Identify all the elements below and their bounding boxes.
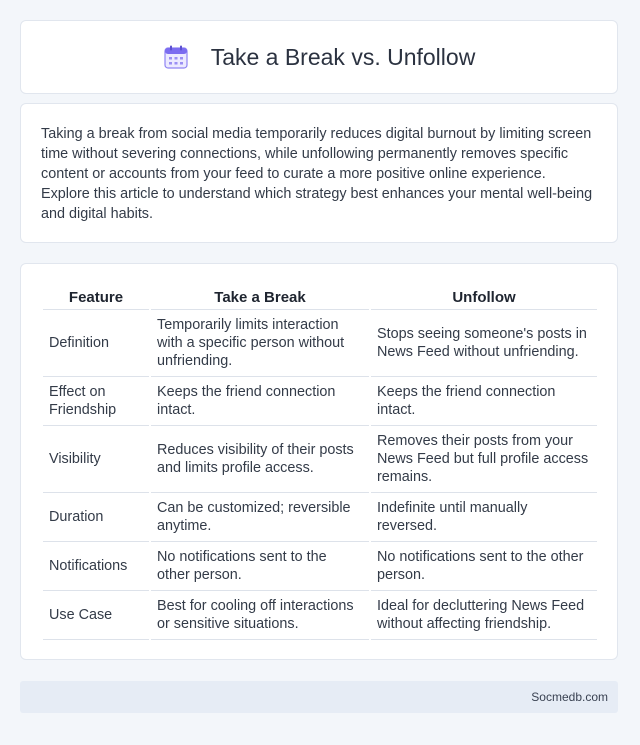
table-header-row bbox=[43, 284, 597, 310]
table-cell-feature: Visibility bbox=[43, 426, 149, 493]
table-cell-take-a-break: Can be customized; reversible anytime. bbox=[151, 493, 369, 542]
table-cell-take-a-break: Keeps the friend connection intact. bbox=[151, 377, 369, 426]
table-cell-feature: Effect on Friendship bbox=[43, 377, 149, 426]
footer-site-name[interactable]: Socmedb.com bbox=[531, 690, 608, 704]
calendar-icon bbox=[163, 44, 189, 70]
table-row bbox=[43, 542, 597, 591]
table-cell-unfollow: Keeps the friend connection intact. bbox=[371, 377, 597, 426]
table-cell-unfollow: No notifications sent to the other person. bbox=[371, 542, 597, 591]
table-cell-take-a-break: Temporarily limits interaction with a specific person without unfriending. bbox=[151, 310, 369, 377]
page-title: Take a Break vs. Unfollow bbox=[210, 43, 476, 70]
table-cell-take-a-break: Best for cooling off interactions or sensitive situations. bbox=[151, 591, 369, 640]
intro-card bbox=[20, 103, 618, 243]
footer-bar bbox=[20, 681, 618, 713]
intro-paragraph: Taking a break from social media temporarily reduces digital burnout by limiting screen time without severing connections, while unfollowing permanently removes specific content or accounts from your feed to curate a more positive online experience. Explore this article to understand which strategy best enhances your mental well-being and digital habits. bbox=[41, 126, 593, 222]
comparison-card bbox=[20, 263, 618, 660]
column-header-unfollow: Unfollow bbox=[371, 284, 597, 310]
table-cell-unfollow: Indefinite until manually reversed. bbox=[371, 493, 597, 542]
table-cell-unfollow: Stops seeing someone's posts in News Feed without unfriending. bbox=[371, 310, 597, 377]
table-row bbox=[43, 310, 597, 377]
table-cell-unfollow: Removes their posts from your News Feed but full profile access remains. bbox=[371, 426, 597, 493]
table-cell-feature: Duration bbox=[43, 493, 149, 542]
table-row bbox=[43, 426, 597, 493]
table-cell-take-a-break: Reduces visibility of their posts and limits profile access. bbox=[151, 426, 369, 493]
table-cell-unfollow: Ideal for decluttering News Feed without affecting friendship. bbox=[371, 591, 597, 640]
comparison-table bbox=[41, 284, 599, 640]
table-row bbox=[43, 377, 597, 426]
table-cell-feature: Definition bbox=[43, 310, 149, 377]
title-card bbox=[20, 20, 618, 94]
table-row bbox=[43, 591, 597, 640]
table-cell-feature: Use Case bbox=[43, 591, 149, 640]
table-cell-feature: Notifications bbox=[43, 542, 149, 591]
column-header-take-a-break: Take a Break bbox=[151, 284, 369, 310]
table-cell-take-a-break: No notifications sent to the other person. bbox=[151, 542, 369, 591]
table-row bbox=[43, 493, 597, 542]
column-header-feature: Feature bbox=[43, 284, 149, 310]
